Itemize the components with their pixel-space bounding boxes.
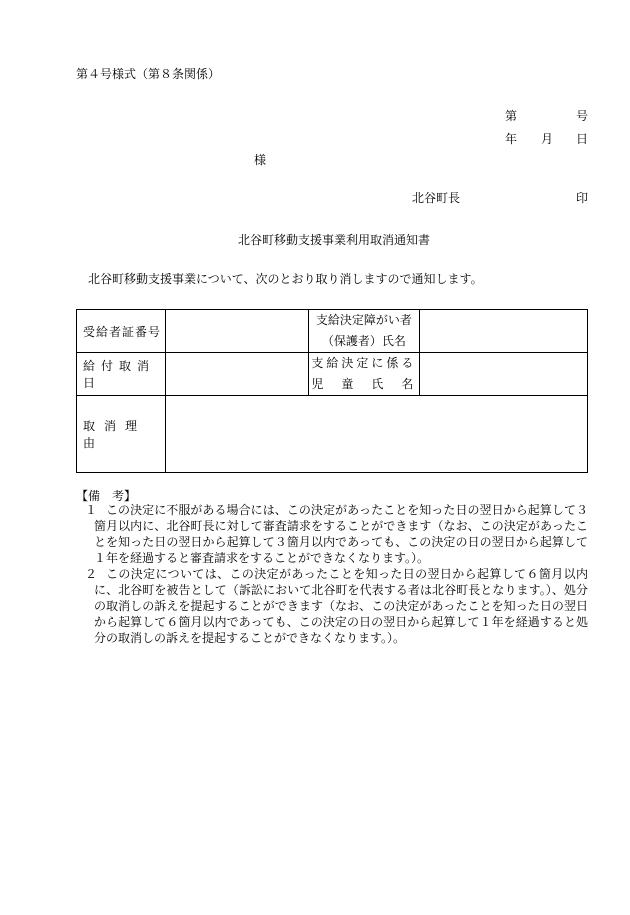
note-item-2-number: ２ [84,567,97,581]
child-name-value[interactable] [420,353,588,396]
date-month: 月 [541,132,554,146]
note-item-2 [76,566,588,646]
table-row [77,396,588,473]
note-item-1-text: この決定に不服がある場合には、この決定があったことを知った日の翌日から起算して３箇月以内に、北谷町長に対して審査請求をすることができます（なお、この決定があったことを知った日の翌日から起算して３箇月以内であっても、この決定の日の翌日から起算して１年を経過すると審査請求をすることができなくなります。）。 [94,503,588,565]
date-year: 年 [505,132,518,146]
child-name-label-line1: 支給決定に係る [311,356,417,370]
cancel-date-label: 給付取消日 [77,353,166,396]
cancel-reason-label: 取消理由 [77,396,166,473]
document-title: 北谷町移動支援事業利用取消通知書 [238,233,431,247]
form-table [76,309,588,473]
note-item-2-text: この決定については、この決定があったことを知った日の翌日から起算して６箇月以内に、北谷町を被告として（訴訟において北谷町を代表する者は北谷町長となります。）、処分の取消しの訴えを提起することができます（なお、この決定があったことを知った日の翌日から起算して６箇月以内であっても、この決定の日の翌日から起算して１年を経過すると処分の取消しの訴えを提起することができなくなります。）。 [94,567,588,645]
number-suffix: 号 [576,109,589,123]
addressee-suffix: 様 [254,153,267,167]
note-item-1-number: １ [84,503,97,517]
table-row [77,310,588,353]
guardian-name-label-line1: 支給決定障がい者 [315,313,412,327]
guardian-name-value[interactable] [420,310,588,353]
issuer-name: 北谷町長 [412,191,461,205]
note-item-1 [76,502,588,566]
child-name-label-line2: 児 童 氏 名 [311,377,417,391]
date-day: 日 [576,132,589,146]
guardian-name-label-line2: （保護者）氏名 [321,334,406,348]
seal-mark: 印 [576,191,589,205]
cancel-date-value[interactable] [165,353,308,396]
child-name-label [308,353,420,396]
recipient-number-value[interactable] [165,310,308,353]
form-number: 第４号様式（第８条関係） [76,67,221,81]
guardian-name-label [308,310,420,353]
recipient-number-label: 受給者証番号 [77,310,166,353]
cancel-reason-value[interactable] [165,396,587,473]
number-prefix: 第 [505,109,518,123]
intro-text: 北谷町移動支援事業について、次のとおり取り消しますので通知します。 [88,272,483,286]
notes-heading: 【備 考】 [76,489,137,503]
table-row [77,353,588,396]
